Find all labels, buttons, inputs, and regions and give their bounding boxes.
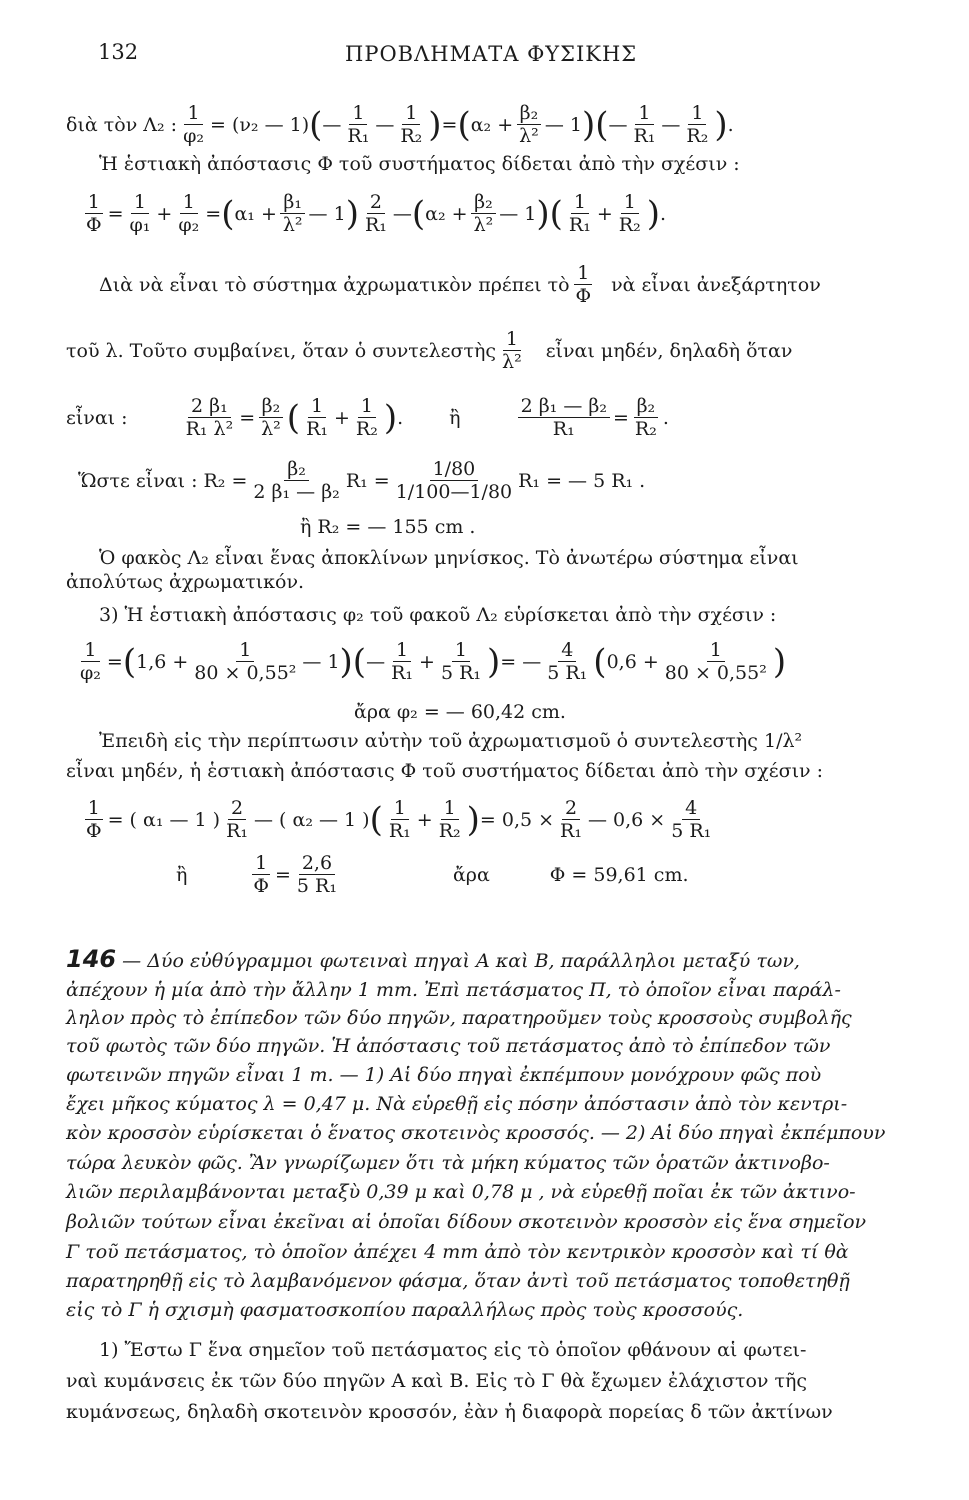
equation-phi2: $\frac{1}{\text{φ₂}}$ = ( 1,6 + $\frac{1}{\text{80 × 0,55²}}$ — 1 )( — $\frac{1}{\text{R₁}}$ + $\frac{1}{\text{5 R₁}}$ ) = — $\frac{4}{\text{5 R₁}}$ ( 0,6 + $\frac{1}{\text{80 × 0,55²}}$ ) [80,639,787,684]
R2-value: ἢ R₂ = — 155 cm . [300,516,476,538]
problem-146-line: λιῶν περιλαμβάνονται μεταξὺ 0,39 μ καὶ 0,78 μ , νὰ εὑρεθῇ ποῖαι ἐκ τῶν ἀκτινο- [66,1181,856,1203]
fraction: $\frac{1}{\text{φ₂}}$ [183,102,204,147]
problem-146-line: ληλον πρὸς τὸ ἐπίπεδον τῶν δύο πηγῶν, παρατηροῦμεν τοὺς κροσσοὺς συμβολῆς [66,1007,852,1029]
problem-146-line: ἔχει μῆκος κύματος λ = 0,47 μ. Νὰ εὑρεθῇ εἰς πόσην ἀπόστασιν ἀπὸ τὸν κεντρι- [66,1093,848,1115]
equation-system: $\frac{1}{\Phi}$ = $\frac{1}{\text{φ₁}}$ + $\frac{1}{\text{φ₂}}$ = ( α₁ + $\frac{\text{β₁}}{\text{λ²}}$ — 1 ) $\frac{2}{\text{R₁}}$ — ( α₂ + $\frac{\text{β₂}}{\text{λ²}}$ — 1 )( $\frac{1}{\text{R₁}}$ + $\frac{1}{\text{R₂}}$ ) . [86,191,667,236]
fraction: $\frac{1}{\text{R₁}}$ [633,102,656,147]
problem-146-line: ἀπέχουν ἡ μία ἀπὸ τὴν ἄλλην 1 mm. Ἐπὶ πετάσματος Π, τὸ ὁποῖον εἶναι παράλ- [66,979,841,1001]
problem-146-line: τοῦ φωτὸς τῶν δύο πηγῶν. Ἡ ἀπόστασις τοῦ πετάσματος ἀπὸ τὸ ἐπίπεδον τῶν [66,1035,831,1057]
equation-lens2: διὰ τὸν Λ₂ : $\frac{1}{\text{φ₂}}$ = (ν₂ — 1) ( — $\frac{1}{\text{R₁}}$ — $\frac{1}{\text{R₂}}$ ) = ( α₂ + $\frac{\text{β₂}}{\text{λ²}}$ — 1 )( — $\frac{1}{\text{R₁}}$ — $\frac{1}{\text{R₂}}$ ) . [66,102,734,147]
equation-final-value: ἢ $\frac{1}{\Phi}$ = $\frac{2,6}{\text{5 R₁}}$ ἄρα Φ = 59,61 cm. [176,852,689,897]
problem-number: 146 [66,945,117,973]
fraction: $\frac{1}{\text{R₂}}$ [400,102,423,147]
fraction: $\frac{1}{\text{R₁}}$ [347,102,370,147]
lambda-coefficient-text: τοῦ λ. Τοῦτο συμβαίνει, ὅταν ὁ συντελεστὴς $\frac{1}{\text{λ²}}$ εἶναι μηδέν, δηλαδὴ ὅταν [66,328,793,373]
running-title: ΠΡΟΒΛΗΜΑΤΑ ΦΥΣΙΚΗΣ [345,42,638,66]
problem-146-line: βολιῶν τούτων εἶναι ἐκεῖναι αἱ ὁποῖαι δίδουν σκοτεινὸν κροσσὸν εἰς ἕνα σημεῖον [66,1211,867,1233]
part3-text: 3) Ἡ ἑστιακὴ ἀπόστασις φ₂ τοῦ φακοῦ Λ₂ εὑρίσκεται ἀπὸ τὴν σχέσιν : [99,604,777,626]
problem-146-line: φωτεινῶν πηγῶν εἶναι 1 m. — 1) Αἱ δύο πηγαὶ ἐκπέμπουν μονόχρουν φῶς ποὺ [66,1064,822,1086]
fraction: $\frac{1}{\text{R₂}}$ [686,102,709,147]
page-number: 132 [98,40,139,64]
lens-description-line1: Ὁ φακὸς Λ₂ εἶναι ἕνας ἀποκλίνων μηνίσκος. Τὸ ἀνωτέρω σύστημα εἶναι [99,547,799,569]
focal-intro-text: Ἡ ἑστιακὴ ἀπόστασις Φ τοῦ συστήματος δίδεται ἀπὸ τὴν σχέσιν : [99,153,740,175]
problem-146-line: παρατηρηθῇ εἰς τὸ λαμβανόμενον φάσμα, ὅταν ἀντὶ τοῦ πετάσματος τοποθετηθῇ [66,1270,850,1292]
equation-final: $\frac{1}{\Phi}$ = ( α₁ — 1 ) $\frac{2}{\text{R₁}}$ — ( α₂ — 1 ) ( $\frac{1}{\text{R₁}}$ + $\frac{1}{\text{R₂}}$ ) = 0,5 × $\frac{2}{\text{R₁}}$ — 0,6 × $\frac{4}{\text{5 R₁}}$ [86,797,712,842]
problem-146-line: τώρα λευκὸν φῶς. Ἂν γνωρίζωμεν ὅτι τὰ μήκη κύματος τῶν ὁρατῶν ἀκτινοβο- [66,1152,830,1174]
equation-R2: Ὥστε εἶναι : R₂ = $\frac{\text{β₂}}{\text{2 β₁ — β₂}}$ R₁ = $\frac{1/80}{1/100—1/80}$ R₁ = — 5 R₁ . [78,458,646,503]
problem-146-line: Γ τοῦ πετάσματος, τὸ ὁποῖον ἀπέχει 4 mm ἀπὸ τὸν κεντρικὸν κροσσὸν καὶ τί θὰ [66,1241,849,1263]
solution-line: ναὶ κυμάνσεις ἐκ τῶν δύο πηγῶν Α καὶ Β. Εἰς τὸ Γ θὰ ἔχωμεν ἐλάχιστον τῆς [66,1370,808,1392]
fraction: $\frac{\text{β₂}}{\text{λ²}}$ [516,102,542,147]
achromatic-text: Διὰ νὰ εἶναι τὸ σύστημα ἀχρωματικὸν πρέπει τὸ $\frac{1}{\Phi}$ νὰ εἶναι ἀνεξάρτητον [99,262,821,307]
problem-146-line: 146 — Δύο εὐθύγραμμοι φωτειναὶ πηγαὶ Α καὶ Β, παράλληλοι μεταξύ των, [66,945,800,973]
solution-line: 1) Ἔστω Γ ἕνα σημεῖον τοῦ πετάσματος εἰς τὸ ὁποῖον φθάνουν αἱ φωτει- [99,1339,807,1361]
lens-description-line2: ἀπολύτως ἀχρωματικόν. [66,571,305,593]
eq-prefix: διὰ τὸν Λ₂ : [66,113,178,136]
phi2-value: ἄρα φ₂ = — 60,42 cm. [354,701,566,723]
since-text-line2: εἶναι μηδέν, ἡ ἑστιακὴ ἀπόστασις Φ τοῦ συστήματος δίδεται ἀπὸ τὴν σχέσιν : [66,760,824,782]
solution-line: κυμάνσεως, δηλαδὴ σκοτεινὸν κροσσόν, ἐὰν ἡ διαφορὰ πορείας δ τῶν ἀκτίνων [66,1401,833,1423]
equation-condition: εἶναι : $\frac{\text{2 β₁}}{\text{R₁ λ²}}$ = $\frac{\text{β₂}}{\text{λ²}}$ ( $\frac{1}{\text{R₁}}$ + $\frac{1}{\text{R₂}}$ ) . ἢ $\frac{\text{2 β₁ — β₂}}{\text{R₁}}$ = $\frac{\text{β₂}}{\text{R₂}}$ . [66,395,669,440]
since-text-line1: Ἐπειδὴ εἰς τὴν περίπτωσιν αὐτὴν τοῦ ἀχρωματισμοῦ ὁ συντελεστὴς 1/λ² [99,730,803,752]
problem-146-line: κὸν κροσσὸν εὑρίσκεται ὁ ἕνατος σκοτεινὸς κροσσός. — 2) Αἱ δύο πηγαὶ ἐκπέμπουν [66,1122,886,1144]
problem-146-line: εἰς τὸ Γ ἡ σχισμὴ φασματοσκοπίου παραλλήλως πρὸς τοὺς κροσσούς. [66,1299,744,1321]
